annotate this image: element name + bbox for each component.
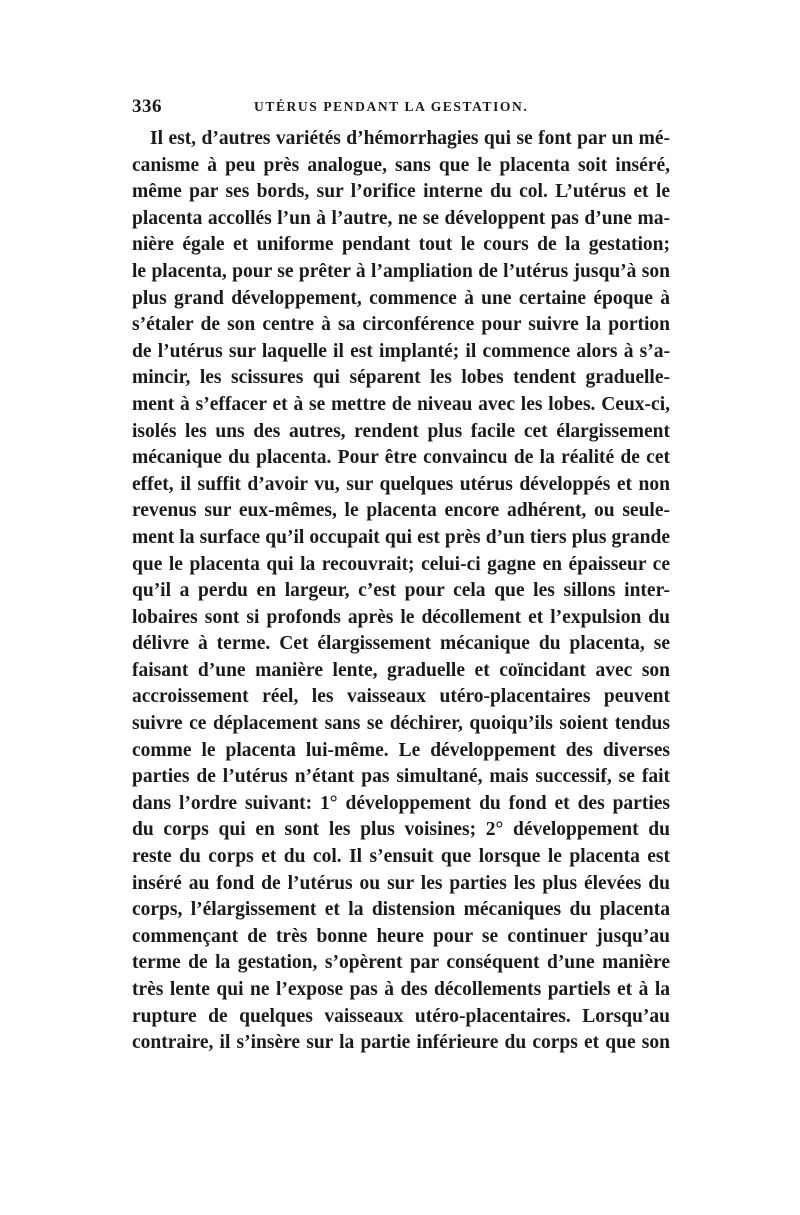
text-line: le placenta, pour se prêter à l’ampliation de l’utérus jusqu’à son xyxy=(132,260,670,282)
text-line: inséré au fond de l’utérus ou sur les parties les plus élevées du xyxy=(132,872,670,894)
text-line: qu’il a perdu en largeur, c’est pour cela que les sillons inter- xyxy=(132,580,670,602)
text-line: canisme à peu près analogue, sans que le placenta soit inséré, xyxy=(132,154,670,176)
text-line: accroissement réel, les vaisseaux utéro-placentaires peuvent xyxy=(132,686,670,708)
text-line: que le placenta qui la recouvrait; celui-ci gagne en épaisseur ce xyxy=(132,553,670,575)
text-line: même par ses bords, sur l’orifice interne du col. L’utérus et le xyxy=(132,181,670,203)
text-line: corps, l’élargissement et la distension mécaniques du placenta xyxy=(132,899,670,921)
text-line: effet, il suffit d’avoir vu, sur quelques utérus développés et non xyxy=(132,473,670,495)
text-line: mincir, les scissures qui séparent les lobes tendent graduelle- xyxy=(132,367,670,389)
text-line: commençant de très bonne heure pour se continuer jusqu’au xyxy=(132,925,670,947)
body-text xyxy=(132,126,670,1057)
text-line: nière égale et uniforme pendant tout le cours de la gestation; xyxy=(132,234,670,256)
text-line: placenta accollés l’un à l’autre, ne se développent pas d’une ma- xyxy=(132,207,670,229)
text-line: suivre ce déplacement sans se déchirer, quoiqu’ils soient tendus xyxy=(132,713,670,735)
text-line: contraire, il s’insère sur la partie inférieure du corps et que son xyxy=(132,1032,670,1054)
text-line: parties de l’utérus n’étant pas simultané, mais successif, se fait xyxy=(132,766,670,788)
text-line: Il est, d’autres variétés d’hémorrhagies qui se font par un mé- xyxy=(150,128,670,149)
text-line: très lente qui ne l’expose pas à des décollements partiels et à la xyxy=(132,979,670,1000)
text-line: terme de la gestation, s’opèrent par conséquent d’une manière xyxy=(132,952,670,974)
text-line: isolés les uns des autres, rendent plus facile cet élargissement xyxy=(132,420,670,442)
text-line: rupture de quelques vaisseaux utéro-placentaires. Lorsqu’au xyxy=(132,1005,670,1027)
text-line: lobaires sont si profonds après le décollement et l’expulsion du xyxy=(132,606,670,628)
text-line: de l’utérus sur laquelle il est implanté; il commence alors à s’a- xyxy=(132,340,670,362)
text-line: du corps qui en sont les plus voisines; 2° développement du xyxy=(132,819,670,841)
text-line: s’étaler de son centre à sa circonférence pour suivre la portion xyxy=(132,314,670,336)
text-line: reste du corps et du col. Il s’ensuit que lorsque le placenta est xyxy=(132,846,670,868)
text-line: ment à s’effacer et à se mettre de niveau avec les lobes. Ceux-ci, xyxy=(132,393,670,415)
running-head xyxy=(132,96,672,120)
text-line: revenus sur eux-mêmes, le placenta encore adhérent, ou seule- xyxy=(132,500,670,522)
text-line: plus grand développement, commence à une certaine époque à xyxy=(132,287,670,309)
text-line: ment la surface qu’il occupait qui est près d’un tiers plus grande xyxy=(132,526,670,548)
text-line: faisant d’une manière lente, graduelle et coïncidant avec son xyxy=(132,659,670,681)
text-line: délivre à terme. Cet élargissement mécanique du placenta, se xyxy=(132,633,670,655)
text-line: mécanique du placenta. Pour être convaincu de la réalité de cet xyxy=(132,447,670,469)
page-number: 336 xyxy=(132,96,162,117)
running-title: UTÉRUS PENDANT LA GESTATION. xyxy=(254,99,529,114)
text-line: dans l’ordre suivant: 1° développement du fond et des parties xyxy=(132,792,670,814)
text-line: comme le placenta lui-même. Le développement des diverses xyxy=(132,739,670,761)
